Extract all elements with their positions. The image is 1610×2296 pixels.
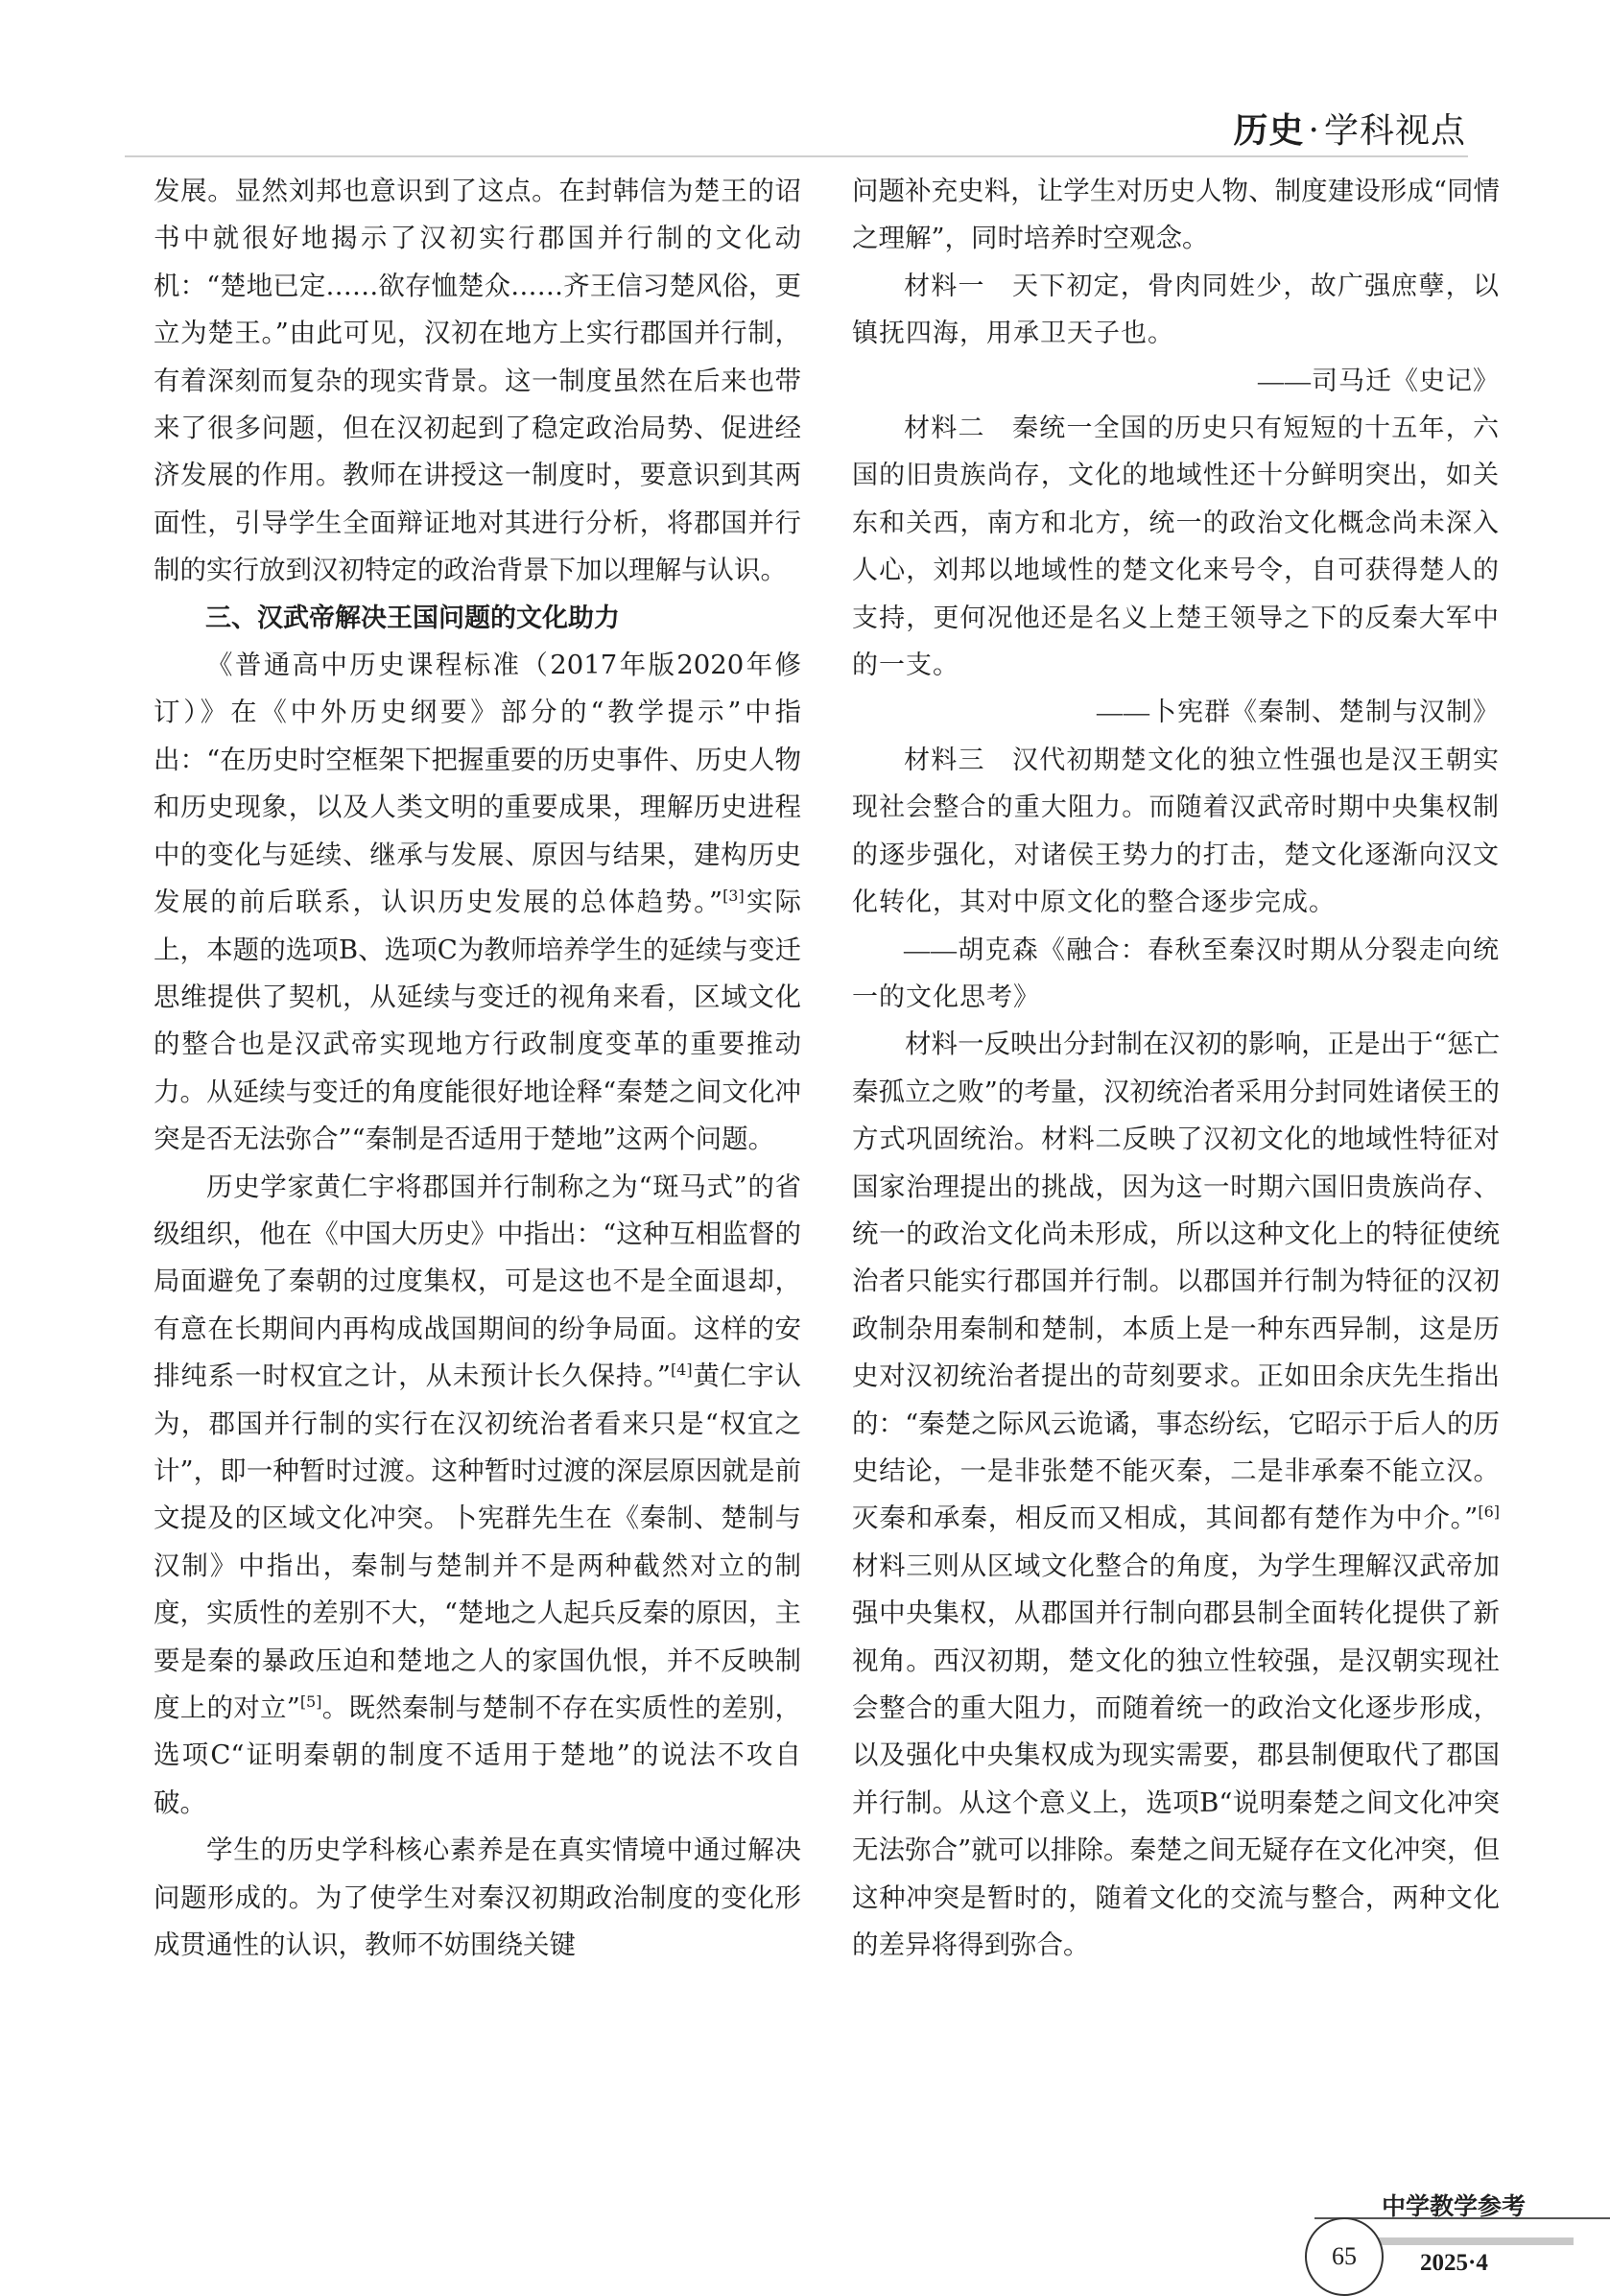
citation-3: [3] bbox=[722, 886, 745, 905]
header-column: 学科视点 bbox=[1323, 111, 1466, 151]
left-para-3: 历史学家黄仁宇将郡国并行制称之为“斑马式”的省级组织，他在《中国大历史》中指出：“这种互相监督的局面避免了秦朝的过度集权，可是这也不是全面退却，有意在长期间内再构成战国期间的纷争局面。这样的安排纯系一时权宜之计，从未预计长久保持。”[4]黄仁宇认为，郡国并行制的实行在汉初统治者看来只是“权宜之计”，即一种暂时过渡。这种暂时过渡的深层原因就是前文提及的区域文化冲突。卜宪群先生在《秦制、楚制与汉制》中指出，秦制与楚制并不是两种截然对立的制度，实质性的差别不大，“楚地之人起兵反秦的原因，主要是秦的暴政压迫和楚地之人的家国仇恨，并不反映制度上的对立”[5]。既然秦制与楚制不存在实质性的差别，选项C“证明秦朝的制度不适用于楚地”的说法不攻自破。 bbox=[154, 1171, 802, 1818]
journal-name: 中学教学参考 bbox=[1382, 2192, 1527, 2220]
header-dot: · bbox=[1308, 111, 1320, 151]
left-column bbox=[154, 168, 801, 1969]
left-para-2: 《普通高中历史课程标准（2017年版2020年修订）》在《中外历史纲要》部分的“教学提示”中指出：“在历史时空框架下把握重要的历史事件、历史人物和历史现象，以及人类文明的重要成果，理解历史进程中的变化与延续、继承与发展、原因与结果，建构历史发展的前后联系，认识历史发展的总体趋势。”[3]实际上，本题的选项B、选项C为教师培养学生的延续与变迁思维提供了契机，从延续与变迁的视角来看，区域文化的整合也是汉武帝实现地方行政制度变革的重要推动力。从延续与变迁的角度能很好地诠释“秦楚之间文化冲突是否无法弥合”“秦制是否适用于楚地”这两个问题。 bbox=[154, 650, 802, 1155]
left-para-4: 学生的历史学科核心素养是在真实情境中通过解决问题形成的。为了使学生对秦汉初期政治制度的变化形成贯通性的认识，教师不妨围绕关键 bbox=[154, 1834, 801, 1961]
material-1: 材料一 天下初定，骨肉同姓少，故广强庶孽，以镇抚四海，用承卫天子也。 bbox=[852, 271, 1501, 348]
right-intro: 问题补充史料，让学生对历史人物、制度建设形成“同情之理解”，同时培养时空观念。 bbox=[852, 176, 1500, 254]
journal-issue: 2025·4 bbox=[1420, 2250, 1488, 2276]
right-column bbox=[852, 168, 1500, 1969]
material-3: 材料三 汉代初期楚文化的独立性强也是汉王朝实现社会整合的重大阻力。而随着汉武帝时期中央集权制的逐步强化，对诸侯王势力的打击，楚文化逐渐向汉文化转化，其对中原文化的整合逐步完成。 bbox=[852, 745, 1501, 917]
citation-4: [4] bbox=[670, 1361, 693, 1379]
material-2-source: ——卜宪群《秦制、楚制与汉制》 bbox=[1097, 698, 1500, 727]
material-2: 材料二 秦统一全国的历史只有短短的十五年，六国的旧贵族尚存，文化的地域性还十分鲜明突出，如关东和关西，南方和北方，统一的政治文化概念尚未深入人心，刘邦以地域性的楚文化来号令，自可获得楚人的支持，更何况他还是名义上楚王领导之下的反秦大军中的一支。 bbox=[852, 414, 1501, 680]
material-3-source: ——胡克森《融合：春秋至秦汉时期从分裂走向统一的文化思考》 bbox=[852, 935, 1500, 1011]
header-rule bbox=[125, 155, 1468, 157]
citation-5: [5] bbox=[299, 1692, 322, 1711]
page-number: 65 bbox=[1305, 2217, 1384, 2296]
section-heading: 三、汉武帝解决王国问题的文化助力 bbox=[205, 603, 620, 633]
page-header bbox=[1234, 104, 1466, 153]
left-para-1: 发展。显然刘邦也意识到了这点。在封韩信为楚王的诏书中就很好地揭示了汉初实行郡国并行制的文化动机：“楚地已定……欲存恤楚众……齐王信习楚风俗，更立为楚王。”由此可见，汉初在地方上实行郡国并行制，有着深刻而复杂的现实背景。这一制度虽然在后来也带来了很多问题，但在汉初起到了稳定政治局势、促进经济发展的作用。教师在讲授这一制度时，要意识到其两面性，引导学生全面辩证地对其进行分析，将郡国并行制的实行放到汉初特定的政治背景下加以理解与认识。 bbox=[154, 176, 801, 586]
header-subject: 历史 bbox=[1233, 110, 1305, 151]
material-1-source: ——司马迁《史记》 bbox=[1258, 366, 1500, 395]
citation-6: [6] bbox=[1478, 1503, 1500, 1522]
analysis-para: 材料一反映出分封制在汉初的影响，正是出于“惩亡秦孤立之败”的考量，汉初统治者采用分封同姓诸侯王的方式巩固统治。材料二反映了汉初文化的地域性特征对国家治理提出的挑战，因为这一时期六国旧贵族尚存、统一的政治文化尚未形成，所以这种文化上的特征使统治者只能实行郡国并行制。以郡国并行制为特征的汉初政制杂用秦制和楚制，本质上是一种东西异制，这是历史对汉初统治者提出的苛刻要求。正如田余庆先生指出的：“秦楚之际风云诡谲，事态纷纭，它昭示于后人的历史结论，一是非张楚不能灭秦，二是非承秦不能立汉。灭秦和承秦，相反而又相成，其间都有楚作为中介。”[6]材料三则从区域文化整合的角度，为学生理解汉武帝加强中央集权，从郡国并行制向郡县制全面转化提供了新视角。西汉初期，楚文化的独立性较强，是汉朝实现社会整合的重大阻力，而随着统一的政治文化逐步形成，以及强化中央集权成为现实需要，郡县制便取代了郡国并行制。从这个意义上，选项B“说明秦楚之间文化冲突无法弥合”就可以排除。秦楚之间无疑存在文化冲突，但这种冲突是暂时的，随着文化的交流与整合，两种文化的差异将得到弥合。 bbox=[852, 1029, 1500, 1961]
